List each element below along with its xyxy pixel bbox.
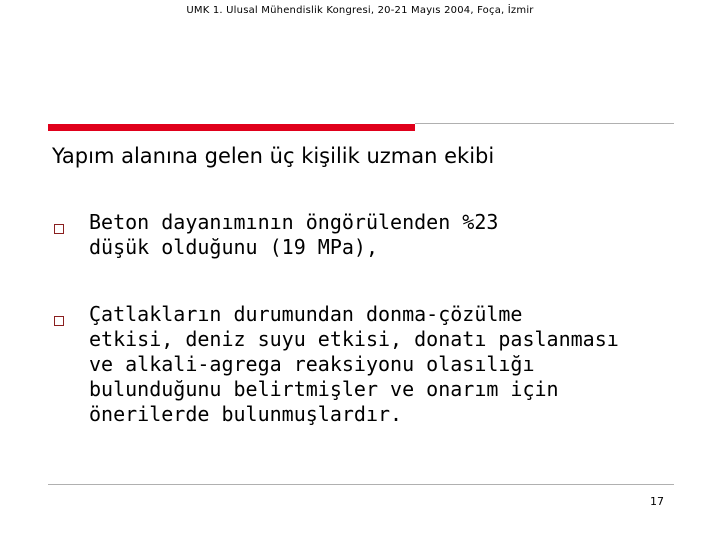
bullet-item [54,302,694,427]
page-number: 17 [650,495,664,508]
hollow-square-bullet-icon [54,224,64,234]
slide-header: UMK 1. Ulusal Mühendislik Kongresi, 20-21 Mayıs 2004, Foça, İzmir [186,5,534,16]
accent-bar [48,124,415,131]
bullet-text: Çatlakların durumundan donma-çözülme etkisi, deniz suyu etkisi, donatı paslanması ve alkali-agrega reaksiyonu olasılığı bulunduğunu belirtmişler ve onarım için önerilerde bulunmuşlardır. [89,302,619,426]
bullet-list [54,210,694,469]
top-divider [415,123,674,124]
hollow-square-bullet-icon [54,316,64,326]
slide-title: Yapım alanına gelen üç kişilik uzman ekibi [52,144,495,168]
bottom-divider [48,484,674,485]
bullet-text: Beton dayanımının öngörülenden %23 düşük olduğunu (19 MPa), [89,210,499,259]
bullet-item [54,210,694,260]
